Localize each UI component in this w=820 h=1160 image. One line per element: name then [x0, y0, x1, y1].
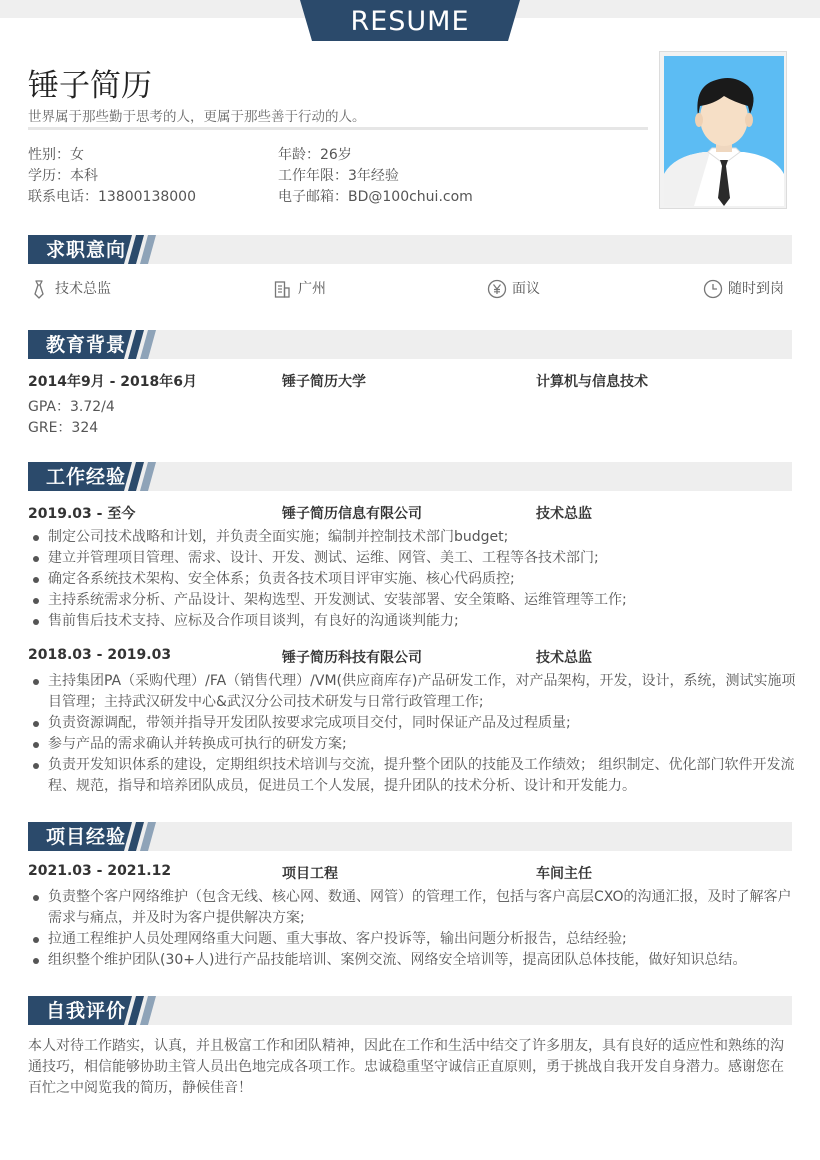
- section-education: [28, 330, 792, 359]
- list-item: 主持集团PA（采购代理）/FA（销售代理）/VM(供应商库存)产品研发工作，对产品架构，开发，设计，系统，测试实施项目管理；主持武汉研发中心&武汉分公司技术研发与日常行政管理工作;: [28, 671, 796, 713]
- info-email: 电子邮箱：BD@100chui.com: [278, 189, 473, 205]
- list-item: 参与产品的需求确认并转换成可执行的研发方案;: [28, 734, 796, 755]
- edu-gpa: GPA：3.72/4: [28, 399, 115, 415]
- info-age: 年龄：26岁: [278, 147, 352, 163]
- info-gender: 性别：女: [28, 147, 84, 163]
- section-work: [28, 462, 792, 491]
- project-period: 2021.03 - 2021.12: [28, 863, 172, 879]
- section-title: 教育背景: [46, 334, 127, 356]
- project-role: 车间主任: [536, 866, 592, 882]
- list-item: 制定公司技术战略和计划，并负责全面实施；编制并控制技术部门budget;: [28, 527, 796, 548]
- resume-name: 锤子简历: [28, 68, 152, 104]
- work-2-company: 锤子简历科技有限公司: [282, 650, 422, 666]
- tie-icon: [30, 279, 48, 299]
- edu-major: 计算机与信息技术: [536, 374, 648, 390]
- list-item: 确定各系统技术架构、安全体系；负责各技术项目评审实施、核心代码质控;: [28, 569, 796, 590]
- edu-period: 2014年9月 - 2018年6月: [28, 374, 197, 390]
- work-2-title: 技术总监: [536, 650, 592, 666]
- work-2-duties: [28, 671, 796, 797]
- clock-icon: [703, 279, 723, 299]
- building-icon: [273, 279, 291, 299]
- list-item: 负责开发知识体系的建设，定期组织技术培训与交流，提升整个团队的技能及工作绩效； 组织制定、优化部门软件开发流程、规范，指导和培养团队成员，促进员工个人发展，提升团队的技术分析、设计和开发能力。: [28, 755, 796, 797]
- list-item: 主持系统需求分析、产品设计、架构选型、开发测试、安装部署、安全策略、运维管理等工作;: [28, 590, 796, 611]
- project-duties: [28, 887, 796, 971]
- section-self: [28, 996, 792, 1025]
- list-item: 负责整个客户网络维护（包含无线、核心网、数通、网管）的管理工作，包括与客户高层CXO的沟通汇报，及时了解客户需求与痛点，并及时为客户提供解决方案;: [28, 887, 796, 929]
- motto: 世界属于那些勤于思考的人，更属于那些善于行动的人。: [28, 109, 366, 125]
- resume-banner: [300, 0, 520, 41]
- section-title: 求职意向: [46, 239, 127, 261]
- edu-school: 锤子简历大学: [282, 374, 366, 390]
- work-1-company: 锤子简历信息有限公司: [282, 506, 422, 522]
- avatar: [659, 51, 787, 209]
- edu-gre: GRE：324: [28, 420, 99, 436]
- work-1-period: 2019.03 - 至今: [28, 506, 136, 522]
- section-title: 工作经验: [46, 466, 127, 488]
- work-1-duties: [28, 527, 796, 632]
- yen-icon: [487, 279, 507, 299]
- intent-salary-label: 面议: [512, 281, 540, 297]
- self-evaluation: 本人对待工作踏实，认真，并且极富工作和团队精神，因此在工作和生活中结交了许多朋友，具有良好的适应性和熟练的沟通技巧，相信能够协助主管人员出色地完成各项工作。忠诚稳重坚守诚信正直原则，勇于挑战自我开发自身潜力。感谢您在百忙之中阅览我的简历，静候佳音！: [28, 1038, 784, 1096]
- divider: [28, 127, 648, 130]
- info-education: 学历：本科: [28, 168, 98, 184]
- work-2-period: 2018.03 - 2019.03: [28, 647, 172, 663]
- intent-position-label: 技术总监: [55, 281, 111, 297]
- project-name: 项目工程: [282, 866, 338, 882]
- section-intention: [28, 235, 792, 264]
- intent-city-label: 广州: [298, 281, 326, 297]
- list-item: 建立并管理项目管理、需求、设计、开发、测试、运维、网管、美工、工程等各技术部门;: [28, 548, 796, 569]
- info-experience: 工作年限：3年经验: [278, 168, 399, 184]
- list-item: 组织整个维护团队(30+人)进行产品技能培训、案例交流、网络安全培训等，提高团队总体技能，做好知识总结。: [28, 950, 796, 971]
- intent-arrival-label: 随时到岗: [728, 281, 784, 297]
- section-project: [28, 822, 792, 851]
- section-title: 自我评价: [46, 1000, 127, 1022]
- work-1-title: 技术总监: [536, 506, 592, 522]
- info-phone: 联系电话：13800138000: [28, 189, 196, 205]
- resume-banner-label: RESUME: [350, 6, 470, 37]
- list-item: 拉通工程维护人员处理网络重大问题、重大事故、客户投诉等，输出问题分析报告，总结经验;: [28, 929, 796, 950]
- section-title: 项目经验: [46, 826, 127, 848]
- list-item: 负责资源调配，带领并指导开发团队按要求完成项目交付，同时保证产品及过程质量;: [28, 713, 796, 734]
- list-item: 售前售后技术支持、应标及合作项目谈判，有良好的沟通谈判能力;: [28, 611, 796, 632]
